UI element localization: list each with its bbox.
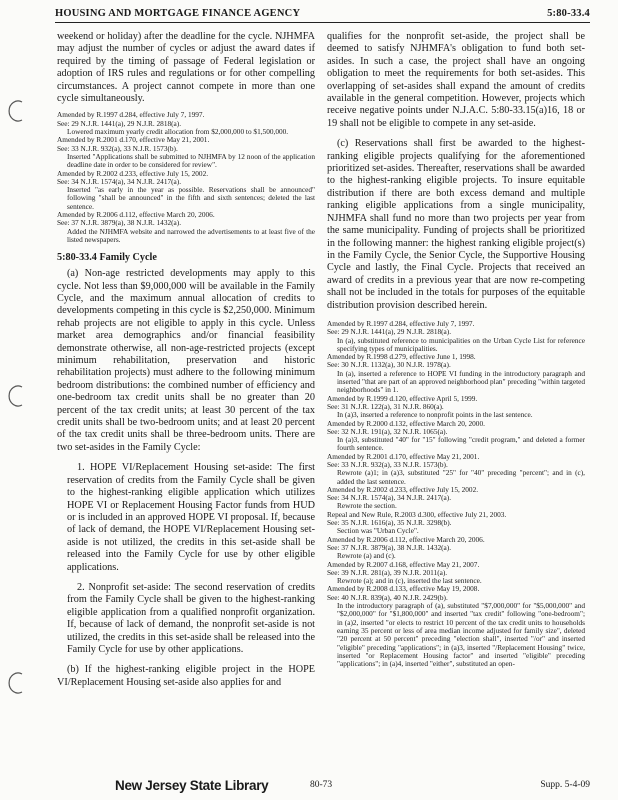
history-line: Amended by R.2006 d.112, effective March 20, 2006.	[57, 210, 215, 219]
history-line: In (a)3, inserted a reference to nonprofit points in the last sentence.	[337, 410, 533, 420]
right-column	[327, 31, 585, 668]
history-line: Inserted "Applications shall be submitted to NJHMFA by 12 noon of the application deadline date in order to be considered for review".	[67, 151, 315, 170]
history-line: See: 37 N.J.R. 3879(a), 38 N.J.R. 1432(a).	[57, 218, 182, 228]
library-watermark: New Jersey State Library	[115, 778, 269, 793]
paragraph-c: (c) Reservations shall first be awarded to the highest-ranking eligible projects qualifying for the aforementioned prioritized set-asides. Thereafter, reservations shall be awarded to the highest-ranking eligible projects. To insure equitable distribution if there are both excess demand and multiple ranking eligible applications from a single municipality, NJHMFA shall fund no more than two projects per year from the same municipality. Funding of projects shall be prioritized in the following manner: the highest ranking eligible project(s) in the Family Cycle, the Senior Cycle, the Supportive Housing Cycle and lastly, the Final Cycle. Projects that received an award of credits in a previous year that are now re-competing shall not be included in the totals for purposes of the equitable distribution provision described herein.	[327, 138, 585, 311]
history-line: Amended by R.2001 d.170, effective May 21, 2001.	[57, 135, 210, 145]
history-line: Lowered maximum yearly credit allocation from $2,000,000 to $1,500,000.	[67, 127, 289, 137]
history-line: Amended by R.1998 d.279, effective June 1, 1998.	[327, 352, 476, 362]
history-line: See: 29 N.J.R. 1441(a), 29 N.J.R. 2818(a).	[57, 118, 182, 128]
history-line: Amended by R.2002 d.233, effective July 15, 2002.	[57, 168, 209, 178]
intro-paragraph: weekend or holiday) after the deadline for the cycle. NJHMFA may adjust the number of cycles or adjust the award dates if required by the timing of passage of Federal legislation or adoption of IRS rules and regulations or for other compelling circumstances. A project cannot compete in more than one cycle simultaneously.	[57, 31, 315, 105]
punch-hole-top	[8, 100, 26, 122]
history-line: See: 37 N.J.R. 3879(a), 38 N.J.R. 1432(a).	[327, 542, 452, 552]
history-line: See: 31 N.J.R. 122(a), 31 N.J.R. 860(a).	[327, 401, 444, 411]
history-line: See: 34 N.J.R. 1574(a), 34 N.J.R. 2417(a).	[327, 493, 452, 503]
history-line: See: 33 N.J.R. 932(a), 33 N.J.R. 1573(b).	[327, 459, 448, 469]
paragraph-a: (a) Non-age restricted developments may apply to this cycle. Not less than $9,000,000 will be available in the Family Cycle, and the maximum annual allocation of credits to developments competing in this cycle is $2,250,000. Minimum rehab projects are not eligible to apply in this cycle. Unless market area demographics and/or financial feasibility demonstrate otherwise, all non-age-restricted projects (except minimum rehabilitation, preservation and historic rehabilitation projects) must adhere to the following minimum bedroom distributions: the combined number of efficiency and one-bedroom tax credit units shall be no greater than 20 percent of the tax credit units; at least 30 percent of the tax credit units shall be two-bedroom units; and at least 20 percent of the tax credit units shall be three-bedroom units. There are two set-asides in the Family Cycle:	[57, 268, 315, 453]
supplement-date: Supp. 5-4-09	[540, 780, 590, 790]
page-footer	[55, 776, 590, 796]
history-line: Section was "Urban Cycle".	[337, 526, 419, 536]
right-history-notes	[327, 320, 585, 668]
history-line: In (a), substituted reference to municipalities on the Urban Cycle List for reference specifying types of municipalities.	[337, 335, 585, 353]
continued-paragraph: qualifies for the nonprofit set-aside, the project shall be deemed to satisfy NJHMFA's obligation to fund both set-asides. In such a case, the project shall have an ongoing obligation to meet the requirements for both set-asides. This overlapping of set-asides shall expand the amount of credits available in the general competition. However, projects which receive negative points under N.J.A.C. 5:80-33.15(a)16, 18 or 19 shall not be eligible to compete in any set-aside.	[327, 31, 585, 129]
history-line: See: 32 N.J.R. 191(a), 32 N.J.R. 1065(a).	[327, 426, 448, 436]
left-history-notes	[57, 111, 315, 244]
history-line: Amended by R.1997 d.284, effective July 7, 1997.	[327, 318, 475, 328]
history-line: Amended by R.2008 d.133, effective May 19, 2008.	[327, 584, 480, 594]
history-line: Amended by R.1999 d.120, effective April 5, 1999.	[327, 393, 478, 403]
history-line: Amended by R.2006 d.112, effective March 20, 2006.	[327, 534, 485, 544]
history-line: Amended by R.2007 d.168, effective May 21, 2007.	[327, 559, 480, 569]
history-line: See: 29 N.J.R. 1441(a), 29 N.J.R. 2818(a).	[327, 327, 452, 337]
history-line: Amended by R.2001 d.170, effective May 21, 2001.	[327, 451, 480, 461]
history-line: See: 39 N.J.R. 281(a), 39 N.J.R. 2011(a).	[327, 567, 448, 577]
page-number: 80-73	[310, 780, 333, 790]
history-line: Amended by R.2002 d.233, effective July 15, 2002.	[327, 484, 479, 494]
running-header	[55, 6, 590, 22]
history-line: In (a), inserted a reference to HOPE VI funding in the introductory paragraph and inserted "that are part of an approved neighborhood plan" preceding "within targeted neighborhoods" in 1.	[337, 368, 585, 395]
punch-hole-bottom	[8, 672, 26, 694]
history-line: See: 34 N.J.R. 1574(a), 34 N.J.R. 2417(a).	[57, 176, 182, 186]
punch-hole-middle	[8, 385, 26, 407]
history-line: See: 33 N.J.R. 932(a), 33 N.J.R. 1573(b).	[57, 143, 178, 153]
history-line: In the introductory paragraph of (a), substituted "$7,000,000" for "$5,000,000" and "$2,000,000" for "$1,800,000" and inserted "tax credit" following "one-bedroom"; in (a)2, inserted "or elects to restrict 10 percent of the tax credit units to households earning 35 percent or less of area median income adjusted for family size", deleted "20 percent at 50 percent" preceding "election shall", inserted "/or" and inserted "eligible" preceding "applications"; in (a)3, inserted "/Replacement Housing" twice, inserted "or Replacement Housing factor" and inserted "eligible" preceding "applications"; in (a)4, inserted "either", substituted an open-	[337, 601, 585, 669]
left-column	[57, 31, 315, 689]
history-line: Rewrote (a) and (c).	[337, 551, 396, 561]
history-line: Rewrote (a); and in (c), inserted the last sentence.	[337, 576, 482, 586]
paragraph-b: (b) If the highest-ranking eligible project in the HOPE VI/Replacement Housing set-aside also applies for and	[57, 664, 315, 688]
history-line: See: 30 N.J.R. 1132(a), 30 N.J.R. 1978(a).	[327, 360, 451, 370]
history-line: In (a)3, substituted "40" for "15" following "credit program," and deleted a former fourth sentence.	[337, 435, 585, 453]
history-line: Amended by R.1997 d.284, effective July 7, 1997.	[57, 110, 205, 120]
history-line: Amended by R.2000 d.132, effective March 20, 2000.	[327, 418, 485, 428]
history-line: Rewrote (a)1; in (a)3, substituted "25" for "40" preceding "percent"; and in (c), added the last sentence.	[337, 468, 585, 486]
item-1-hope-vi: 1. HOPE VI/Replacement Housing set-aside: The first reservation of credits from the Family Cycle shall be given to the highest-ranking eligible application which utilizes HOPE VI or Replacement Housing Factor funds from HUD or is included in an approved HOPE VI proposal. If, because of lack of demand, the HOPE VI/Replacement Housing set-aside is not utilized, the credits in this set-aside shall be released into the Family Cycle for use by other eligible applications.	[67, 462, 315, 573]
history-line: See: 35 N.J.R. 1616(a), 35 N.J.R. 3298(b).	[327, 518, 452, 528]
item-2-nonprofit: 2. Nonprofit set-aside: The second reservation of credits from the Family Cycle shall be given to the highest-ranking eligible application from a qualified nonprofit organization. If, because of lack of demand, the nonprofit set-aside is not utilized, the credits in this set-aside shall be released into the Family Cycle for use by other applications.	[67, 581, 315, 655]
history-line: Added the NJHMFA website and narrowed the advertisements to at least five of the listed newspapers.	[67, 226, 315, 244]
header-rule	[55, 22, 590, 23]
history-line: Rewrote the section.	[337, 501, 397, 511]
section-heading: 5:80-33.4 Family Cycle	[57, 252, 157, 264]
history-line: Repeal and New Rule, R.2003 d.300, effective July 21, 2003.	[327, 509, 507, 519]
history-line: See: 40 N.J.R. 839(a), 40 N.J.R. 2429(b).	[327, 592, 448, 602]
history-line: Inserted "as early in the year as possible. Reservations shall be announced" following "shall be announced" in the fifth and sixth sentences; deleted the last sentence.	[67, 185, 315, 211]
header-agency-title: HOUSING AND MORTGAGE FINANCE AGENCY	[55, 8, 301, 19]
header-section-number: 5:80-33.4	[547, 8, 590, 19]
